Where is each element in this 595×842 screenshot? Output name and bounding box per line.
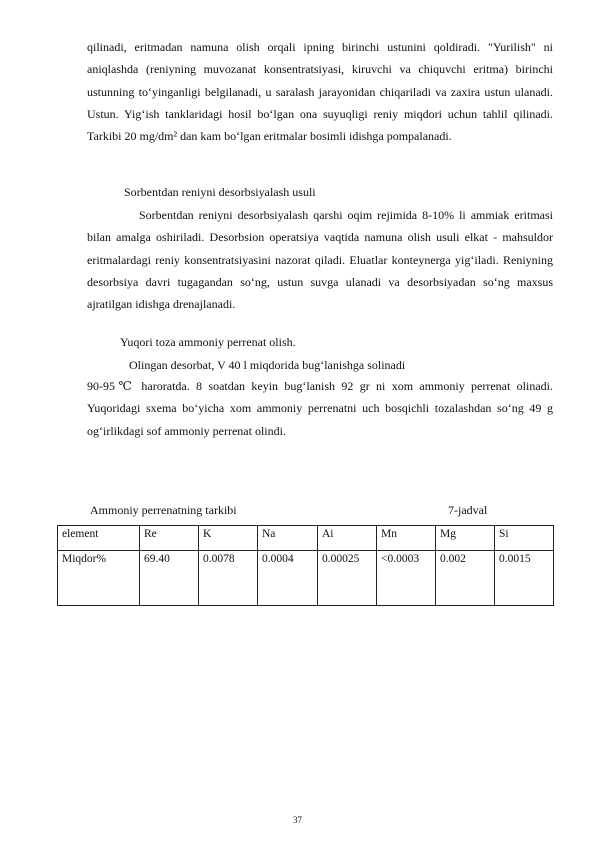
section-heading-desorption: Sorbentdan reniyni desorbsiyalash usuli <box>124 185 316 199</box>
table-cell: 69.40 <box>140 551 199 606</box>
table-cell: <0.0003 <box>377 551 436 606</box>
section-subheading-evaporation: Olingan desorbat, V 40 l miqdorida bug‘lanishga solinadi <box>129 358 406 372</box>
table-header-row <box>58 526 554 551</box>
paragraph-evaporation: 90-95℃ haroratda. 8 soatdan keyin bug‘lanish 92 gr ni xom ammoniy perrenat olinadi. Yuqoridagi sxema bo‘yicha xom ammoniy perrenatni uch bosqichli tozalashdan so‘ng 49 g og‘irlikdagi sof ammoniy perrenat olindi. <box>87 379 553 438</box>
table-cell: 0.00025 <box>318 551 377 606</box>
page-number: 37 <box>293 815 302 825</box>
table-row <box>58 551 554 606</box>
table-cell: 0.0004 <box>258 551 318 606</box>
table-header-cell: K <box>199 526 258 551</box>
table-cell: 0.0078 <box>199 551 258 606</box>
table-header-cell: Re <box>140 526 199 551</box>
table-header-cell: Ai <box>318 526 377 551</box>
paragraph-desorption: Sorbentdan reniyni desorbsiyalash qarshi oqim rejimida 8-10% li ammiak eritmasi bilan amalga oshiriladi. Desorbsion operatsiya vaqtida namuna olish usuli elkat - mahsuldor eritmalardagi reniy konsentratsiyasini nazorat qiladi. Eluatlar konteynerga yig‘iladi. Reniyning desorbsiya davri tugagandan so‘ng, ustun suvga ulanadi va desorbsiyadan so‘ng maxsus ajratilgan idishga drenajlanadi. <box>87 208 553 312</box>
composition-table <box>57 525 554 606</box>
section-heading-ammonium-perrhenate: Yuqori toza ammoniy perrenat olish. <box>120 335 296 349</box>
table-header-cell: Si <box>495 526 554 551</box>
table-cell: Miqdor% <box>58 551 140 606</box>
table-header-cell: Mn <box>377 526 436 551</box>
table-label: 7-jadval <box>448 503 488 517</box>
table-header-cell: Mg <box>436 526 495 551</box>
table-caption: Ammoniy perrenatning tarkibi <box>90 503 237 517</box>
table-header-cell: element <box>58 526 140 551</box>
paragraph-intro: qilinadi, eritmadan namuna olish orqali ipning birinchi ustunini qoldiradi. "Yurilish" ni aniqlashda (reniyning muvozanat konsentratsiyasi, kiruvchi va chiquvchi eritma) birinchi ustunning to‘yinganligi belgilanadi, u saralash jarayonidan chiqariladi va zaxira ustun ulanadi. Ustun. Yig‘ish tanklaridagi hosil bo‘lgan ona suyuqligi reniy miqdori uchun tahlil qilinadi. Tarkibi 20 mg/dm² dan kam bo‘lgan eritmalar bosimli idishga pompalanadi. <box>87 40 553 144</box>
table-header-cell: Na <box>258 526 318 551</box>
table-cell: 0.002 <box>436 551 495 606</box>
table-cell: 0.0015 <box>495 551 554 606</box>
